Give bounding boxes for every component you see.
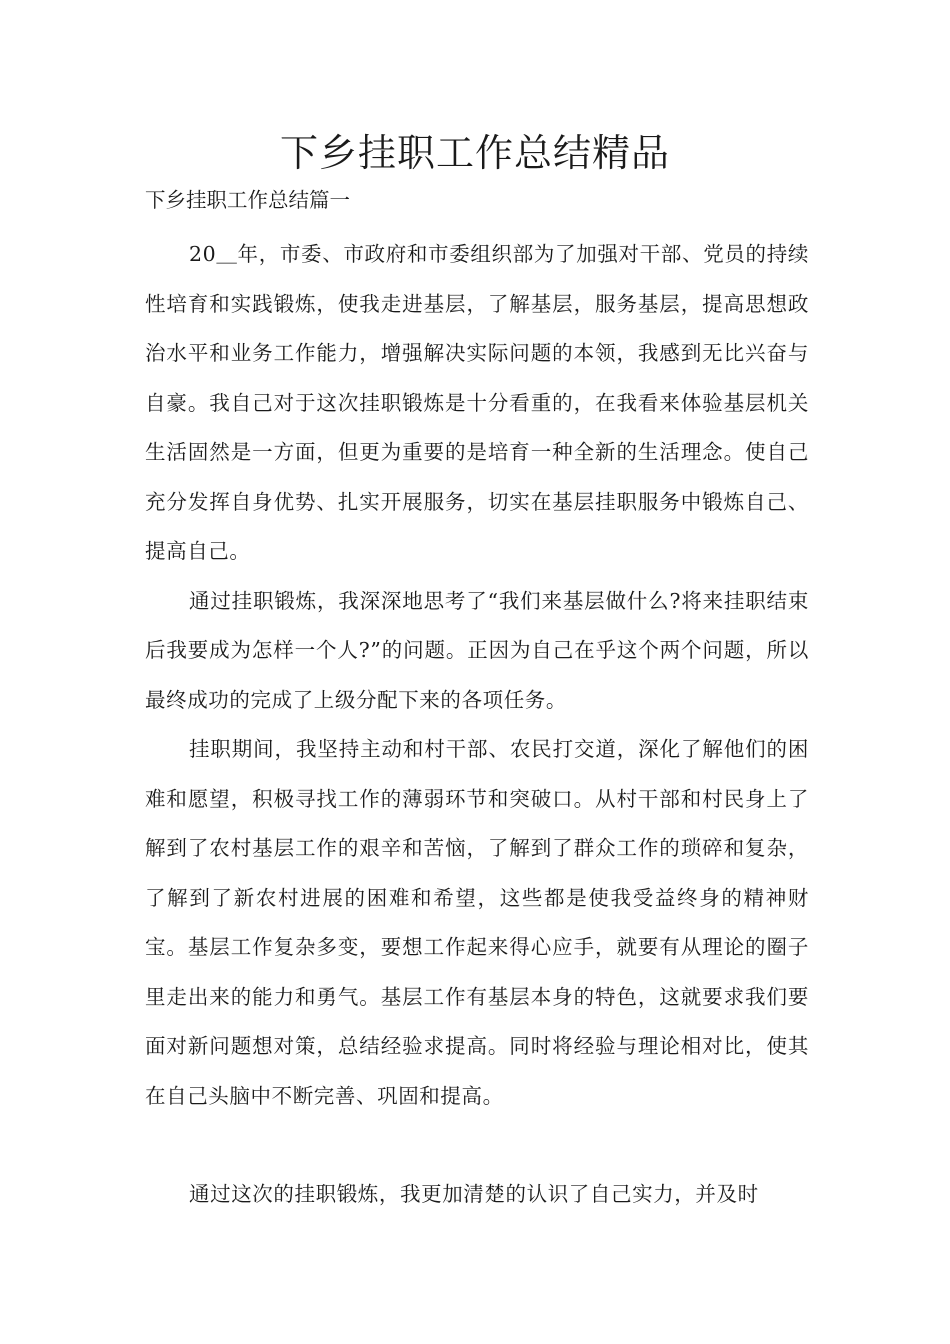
document-body — [145, 230, 809, 1220]
paragraph-1: 20＿年，市委、市政府和市委组织部为了加强对干部、党员的持续性培育和实践锻炼，使我走进基层，了解基层，服务基层，提高思想政治水平和业务工作能力，增强解决实际问题的本领，我感到无比兴奋与自豪。我自己对于这次挂职锻炼是十分看重的，在我看来体验基层机关生活固然是一方面，但更为重要的是培育一种全新的生活理念。使自己充分发挥自身优势、扎实开展服务，切实在基层挂职服务中锻炼自己、提高自己。 — [145, 242, 809, 563]
paragraph-3: 挂职期间，我坚持主动和村干部、农民打交道，深化了解他们的困难和愿望，积极寻找工作的薄弱环节和突破口。从村干部和村民身上了解到了农村基层工作的艰辛和苦恼，了解到了群众工作的琐碎和复杂，了解到了新农村进展的困难和希望，这些都是使我受益终身的精神财宝。基层工作复杂多变，要想工作起来得心应手，就要有从理论的圈子里走出来的能力和勇气。基层工作有基层本身的特色，这就要求我们要面对新问题想对策，总结经验求提高。同时将经验与理论相对比，使其在自己头脑中不断完善、巩固和提高。 — [145, 737, 809, 1108]
section-heading: 下乡挂职工作总结篇一 — [145, 188, 350, 212]
paragraph-2: 通过挂职锻炼，我深深地思考了“我们来基层做什么?将来挂职结束后我要成为怎样一个人?”的问题。正因为自己在乎这个两个问题，所以最终成功的完成了上级分配下来的各项任务。 — [145, 588, 809, 712]
paragraph-4: 通过这次的挂职锻炼，我更加清楚的认识了自己实力，并及时 — [189, 1182, 759, 1206]
document-title: 下乡挂职工作总结精品 — [279, 131, 670, 175]
